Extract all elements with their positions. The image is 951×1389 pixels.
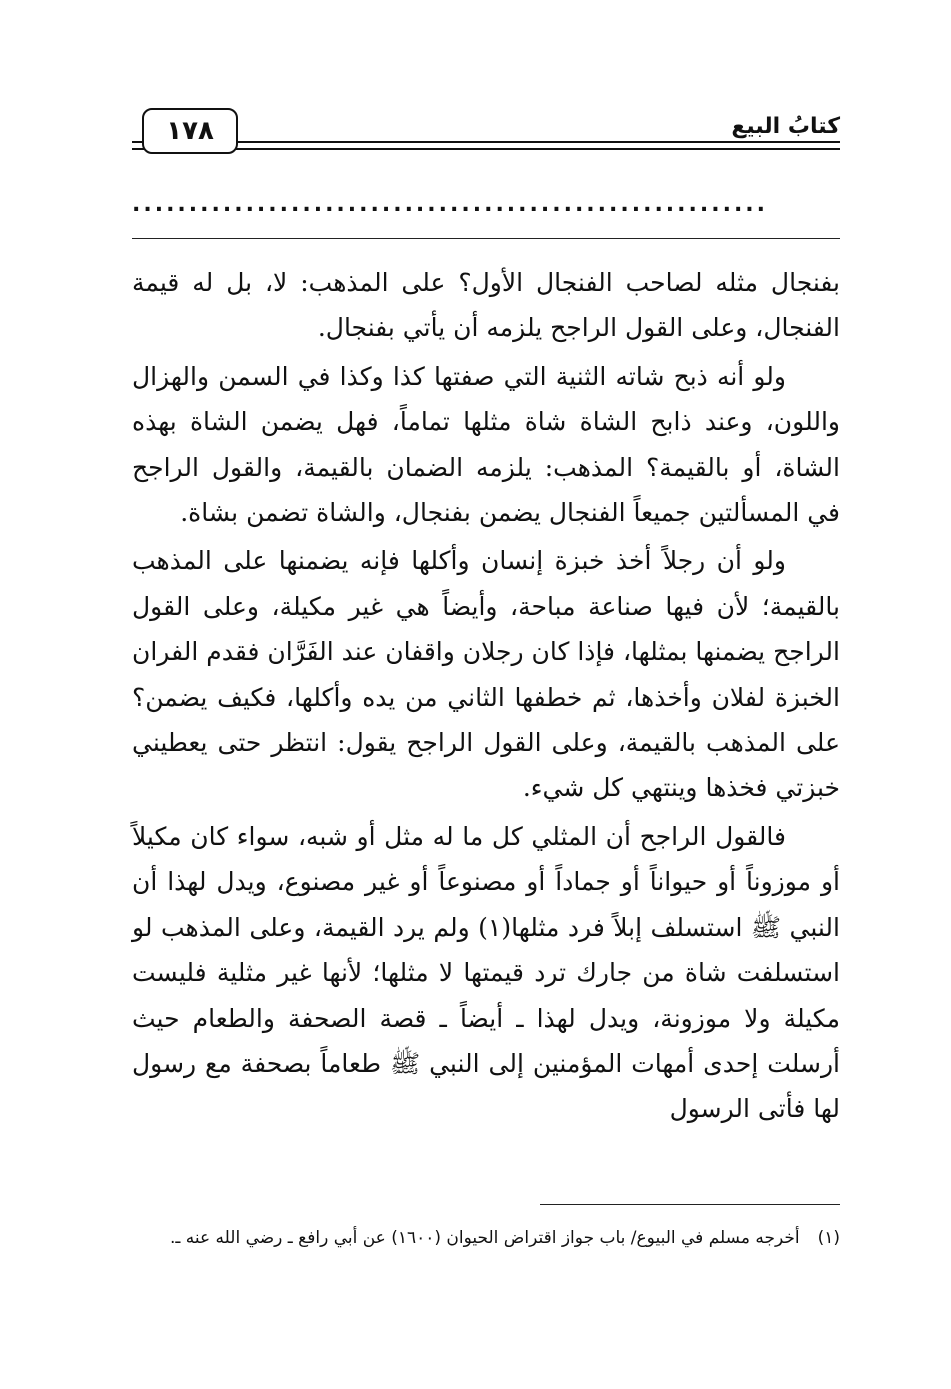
footnote-number: (١) [817,1228,840,1248]
page-number: ١٧٨ [142,108,238,154]
header-rule-top [132,141,840,143]
body-text [132,260,840,1132]
paragraph-2: ولو أنه ذبح شاته الثنية التي صفتها كذا وكذا في السمن والهزال واللون، وعند ذابح الشاة شاة مثلها تماماً، فهل يضمن الشاة بهذه الشاة، أو بالقيمة؟ المذهب: يلزمه الضمان بالقيمة، والقول الراجح في المسألتين جميعاً الفنجال يضمن بفنجال، والشاة تضمن بشاة. [132,361,840,528]
paragraph-4: فالقول الراجح أن المثلي كل ما له مثل أو شبه، سواء كان مكيلاً أو موزوناً أو حيواناً أو جماداً أو مصنوعاً أو غير مصنوع، ويدل لهذا أن النبي ﷺ استسلف إبلاً فرد مثلها(١) ولم يرد القيمة، وعلى المذهب لو استسلفت شاة من جارك ترد قيمتها لا مثلها؛ لأنها غير مثلية فليست مكيلة ولا موزونة، ويدل لهذا ـ أيضاً ـ قصة الصحفة والطعام حيث أرسلت إحدى أمهات المؤمنين إلى النبي ﷺ طعاماً بصحفة مع رسول لها فأتى الرسول [132,821,840,1124]
paragraph-3: ولو أن رجلاً أخذ خبزة إنسان وأكلها فإنه يضمنها على المذهب بالقيمة؛ لأن فيها صناعة مباحة، وأيضاً هي غير مكيلة، وعلى القول الراجح يضمنها بمثلها، فإذا كان رجلان واقفان عند الفَرَّان فقدم الفران الخبزة لفلان وأخذها، ثم خطفها الثاني من يده وأكلها، فكيف يضمن؟ على المذهب بالقيمة، وعلى القول الراجح يقول: انتظر حتى يعطيني خبزتي فخذها وينتهي كل شيء. [132,546,840,803]
paragraph-1: بفنجال مثله لصاحب الفنجال الأول؟ على المذهب: لا، بل له قيمة الفنجال، وعلى القول الراجح يلزمه أن يأتي بفنجال. [132,268,840,343]
footnote [132,1220,840,1256]
footnote-separator [540,1204,840,1205]
header-rule-bottom [132,148,840,150]
top-separator-line [132,238,840,239]
footnote-text: أخرجه مسلم في البيوع/ باب جواز اقتراض الحيوان (١٦٠٠) عن أبي رافع ـ رضي الله عنه ـ. [169,1228,800,1248]
book-title: كتابُ البيع [731,114,840,139]
page-header [132,108,840,158]
dotted-separator: ........................................................ [132,192,769,212]
